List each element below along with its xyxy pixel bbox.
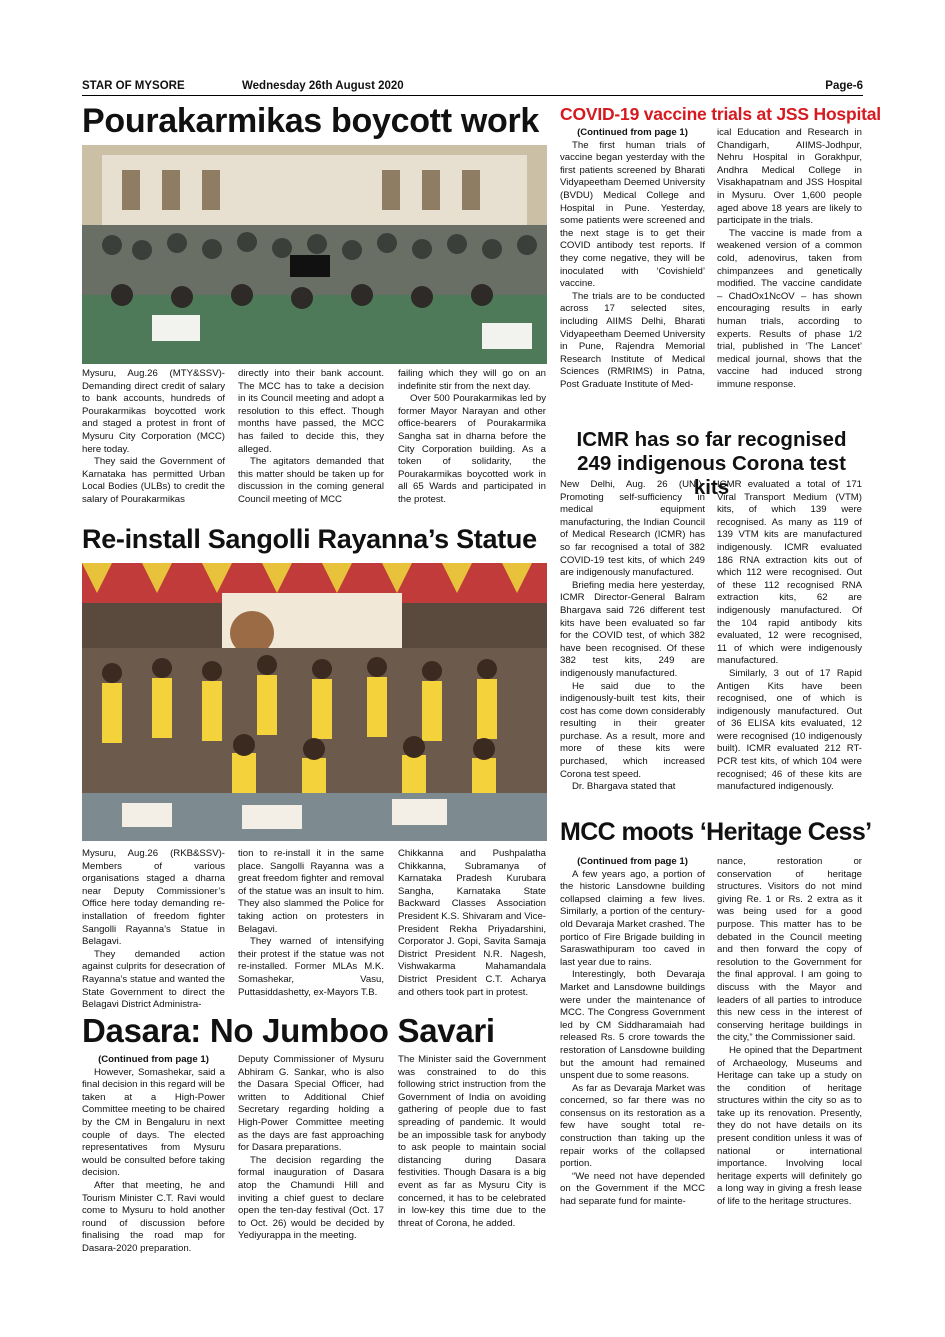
headline-pourakarmikas: Pourakarmikas boycott work — [82, 102, 540, 140]
paragraph: He opined that the Department of Archaeology, Museums and Heritage can take up a study on the condition of heritage structures within the city so as to take up its renovation. Presently, they do not have details on its present condition unless it was of national or international importance. Involving local heritage experts will definitely go a long way in giving a fresh lease of life to the heritage structures. — [717, 1044, 862, 1208]
paragraph: As far as Devaraja Market was concerned, so far there was no consensus on its restoration as a few have sought total re-construction than taking up the repair works of the collapsed portion. — [560, 1082, 705, 1170]
paragraph: They demanded action against culprits for desecration of Rayanna’s statue and wanted the State Government to direct the Belagavi District Administra- — [82, 948, 225, 1011]
icmr-col-1 — [560, 479, 705, 794]
paragraph: “We need not have depended on the Government if the MCC had separate fund for mainte- — [560, 1170, 705, 1208]
paragraph: They said the Government of Karnataka has permitted Urban Local Bodies (ULBs) to credit the salary of Pourakarmikas — [82, 456, 225, 505]
paragraph: The first human trials of vaccine began yesterday with the first patients screened by Bharati Vidyapeetham Deemed University (BVDU) Medical College and Hospital in Pune. Yesterday, some patients were screened and the next stage is to get their COVID antibody test reports. If they come negative, they will be inoculated with ‘Covishield’ vaccine. — [560, 139, 705, 290]
rayanna-col-2 — [238, 848, 384, 999]
paragraph: The decision regarding the formal inauguration of Dasara atop the Chamundi Hill and inviting a chief guest to declare open the ten-day festival (Oct. 17 to Oct. 26) would be decided by Yediyurappa in the meeting. — [238, 1154, 384, 1242]
paragraph: New Delhi, Aug. 26 (UNI)- Promoting self-sufficiency in medical equipment manufacturing, the Indian Council of Medical Research (ICMR) has so far recognised a total of 382 COVID-19 test kits, of which 249 are indigenously manufactured. — [560, 479, 705, 579]
headline-mcc: MCC moots ‘Heritage Cess’ — [560, 818, 872, 846]
photo-illustration — [82, 145, 547, 364]
headline-covid: COVID-19 vaccine trials at JSS Hospital — [560, 104, 881, 124]
pourakarmikas-col-1 — [82, 368, 225, 507]
pourakarmikas-col-2 — [238, 368, 384, 507]
paragraph: directly into their bank account. The MCC has to take a decision in its Council meeting and adopt a resolution to this effect. Though months have passed, the MCC has failed to decide this, they alleged. — [238, 368, 384, 455]
paragraph: The Minister said the Government was constrained to do this following strict instruction from the Government of India on avoiding gathering of people due to fast spreading of pandemic. It would be an impossible task for anybody to ask people to maintain social distancing during Dasara festivities. Though Dasara is a big event as far as Mysuru City is concerned, it has to be celebrated in low-key this time due to the threat of Corona, he added. — [398, 1054, 546, 1229]
paragraph: nance, restoration or conservation of heritage structures. Visitors do not mind giving Re. 1 or Rs. 2 extra as it was being used for a good purpose. This matter has to be debated in the Council meeting and then forward the copy of resolution to the Government for the final approval. I am going to discuss with the Mayor and leaders of all parties to introduce this new cess in the interest of conserving heritage buildings in the city,” the Commissioner said. — [717, 856, 862, 1044]
paragraph: The vaccine is made from a weakened version of a common cold, adenovirus, taken from chimpanzees and genetically modified. The vaccine candidate – ChadOx1NcOV – has shown encouraging results in early human trials, according to experts. Results of phase 1/2 trial, published in ‘The Lancet’ medical journal, shows that the vaccine had induced strong immune response. — [717, 227, 862, 390]
paper-name: STAR OF MYSORE — [82, 80, 185, 92]
paragraph: Interestingly, both Devaraja Market and Lansdowne buildings were under the maintenance of MCC. The Congress Government led by CM Siddharamaiah had released Rs. 5 crore towards the restoration of Lansdowne building but the amount had remained unspent due to some reasons. — [560, 969, 705, 1082]
paragraph: Briefing media here yesterday, ICMR Director-General Balram Bhargava said 726 different test kits have been evaluated so far for the COVID test, of which 382 have been recognised. Of these 382 test kits, 249 are indigenously manufactured. — [560, 579, 705, 679]
paragraph: They warned of intensifying their protest if the statue was not re-installed. Former MLAs M.K. Somashekar, Vasu, Puttasiddashetty, ex-Mayors T.B. — [238, 936, 384, 998]
dasara-col-2 — [238, 1054, 384, 1243]
paragraph: Over 500 Pourakarmikas led by former Mayor Narayan and other office-bearers of Pourakarmika Sangha sat in dharna before the City Corporation building. As a token of solidarity, the Pourakarmikas boycotted work in all 65 Wards and participated in the protest. — [398, 393, 546, 505]
paragraph: tion to re-install it in the same place. Sangolli Rayanna was a great freedom fighter and removal of the statue was an insult to him. They also slammed the Police for taking action on protesters in Belagavi. — [238, 848, 384, 935]
paragraph: Mysuru, Aug.26 (RKB&SSV)- Members of various organisations staged a dharna near Deputy Commissioner’s Office here today demanding re-installation of freedom fighter Sangolli Rayanna’s Statue in Belagavi. — [82, 848, 225, 948]
rayanna-col-3 — [398, 848, 546, 999]
page-number: Page-6 — [825, 80, 863, 92]
mcc-col-2 — [717, 856, 862, 1209]
headline-dasara: Dasara: No Jumboo Savari — [82, 1012, 495, 1049]
paragraph: After that meeting, he and Tourism Minister C.T. Ravi would come to Mysuru to hold another round of discussion before finalising the road map for Dasara-2020 preparation. — [82, 1179, 225, 1254]
paragraph: Dr. Bhargava stated that — [572, 781, 676, 793]
paragraph: Chikkanna and Pushpalatha Chikkanna, Subramanya of Karnataka Pradesh Kurubara Sangha, Karnataka State Backward Classes Association President K.S. Shivaram and Vice-President Rekha Priyadarshini, Corporator J. Gopi, Savita Samaja District President N.R. Nagesh, Vishwakarma Mahamandala District President C.T. Acharya and others took part in protest. — [398, 848, 546, 998]
paragraph: He said due to the indigenously-built test kits, their cost has come down considerably resulting in their greater purchase. As a result, more and more of these kits were purchased, which increased Corona test speed. — [560, 680, 705, 780]
dasara-col-1 — [82, 1054, 225, 1256]
paragraph: failing which they will go on an indefinite stir from the next day. — [398, 368, 546, 392]
paragraph: The agitators demanded that this matter should be taken up for discussion in the coming general Council meeting of MCC — [238, 456, 384, 505]
continued-label: (Continued from page 1) — [98, 1054, 209, 1065]
paragraph: ical Education and Research in Chandigarh, AIIMS-Jodhpur, Nehru Hospital in Gorakhpur, Andhra Medical College in Visakhapatnam and JSS Hospital in Mysuru. Over 1,600 people aged above 18 years are likely to participate in the trials. — [717, 127, 862, 227]
headline-rayanna: Re-install Sangolli Rayanna’s Statue — [82, 524, 537, 554]
paragraph: The trials are to be conducted across 17 selected sites, including AIIMS Delhi, Bharati Vidyapeetham Deemed University in Pune, Rajendra Memorial Research Institute of Medical Sciences (RMRIMS) in Patna, Post Graduate Institute of Med- — [560, 290, 705, 390]
icmr-col-2 — [717, 479, 862, 794]
paragraph: However, Somashekar, said a final decision in this regard will be taken at a High-Power Committee meeting to be chaired by the CM in Bengaluru in next couple of days. The elected representatives from Mysuru would be consulted before taking decision. — [82, 1066, 225, 1179]
paragraph: ICMR evaluated a total of 171 Viral Transport Medium (VTM) kits, of which 139 were recognised. As many as 119 of 139 VTM kits are manufactured indigenously. ICMR evaluated 186 RNA extraction kits out of which 112 were recognised. Out of these 112 recognised RNA extraction kits, 62 are indigenously manufactured. Of the 104 rapid antibody kits evaluated, 12 were recognised, 11 of which were indigenously manufactured. — [717, 479, 862, 667]
issue-date: Wednesday 26th August 2020 — [242, 80, 404, 92]
rayanna-col-1 — [82, 848, 225, 1012]
paragraph: Deputy Commissioner of Mysuru Abhiram G. Sankar, who is also the Dasara Special Officer, had written to Additional Chief Secretary regarding holding a High-Power Committee meeting as the days are fast approaching for Dasara preparations. — [238, 1054, 384, 1154]
dasara-col-3 — [398, 1054, 546, 1230]
covid-col-1 — [560, 127, 705, 391]
photo-rayanna-dharna — [82, 563, 547, 841]
masthead — [82, 79, 863, 96]
photo-pourakarmikas-protest — [82, 145, 547, 364]
paragraph: Mysuru, Aug.26 (MTY&SSV)- Demanding direct credit of salary to bank accounts, hundreds of Pourakarmikas boycotted work and staged a protest in front of Mysuru City Corporation (MCC) here today. — [82, 368, 225, 455]
paragraph: Similarly, 3 out of 17 Rapid Antigen Kits have been recognised, one of which is indigenously manufactured. Out of 36 ELISA kits evaluated, 12 were recognised (10 indigenously built). ICMR evaluated 212 RT-PCR test kits, of which 104 were recognised; 46 of these kits are manufactured indigenously. — [717, 667, 862, 793]
continued-label: (Continued from page 1) — [577, 856, 688, 867]
mcc-col-1 — [560, 856, 705, 1209]
continued-label: (Continued from page 1) — [577, 127, 688, 138]
pourakarmikas-col-3 — [398, 368, 546, 507]
headline-icmr: ICMR has so far recognised 249 indigenous Corona test kits — [576, 428, 847, 499]
photo-illustration — [82, 563, 547, 841]
covid-col-2 — [717, 127, 862, 391]
paragraph: A few years ago, a portion of the historic Lansdowne building collapsed claiming a few lives. Similarly, a portion of the century-old Devaraja Market crashed. The portico of Fire Brigade building in Saraswathipuram too caved in last year due to rains. — [560, 868, 705, 968]
